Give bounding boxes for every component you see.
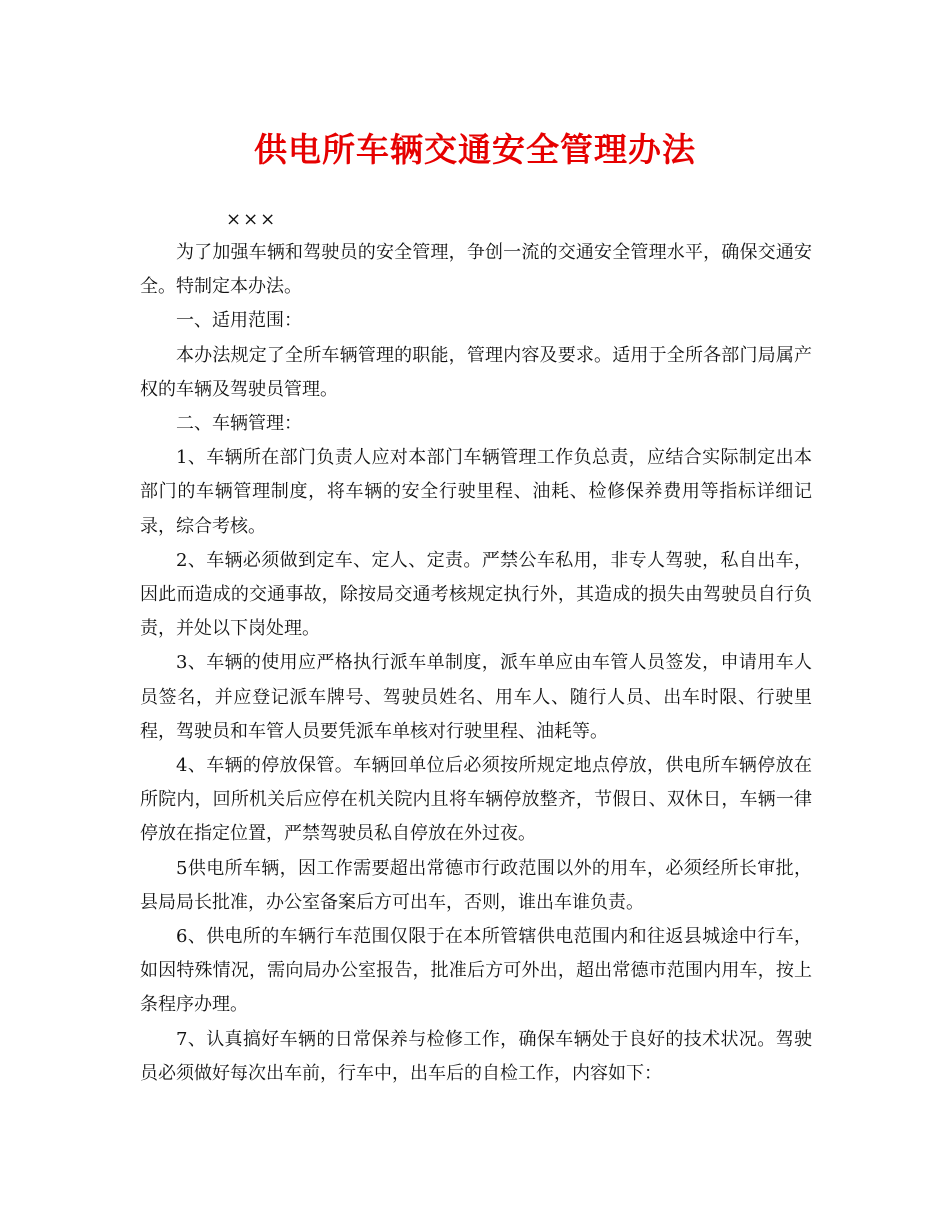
paragraph-item-2: 2、车辆必须做到定车、定人、定责。严禁公车私用，非专人驾驶，私自出车，因此而造成的交通事故，除按局交通考核规定执行外，其造成的损失由驾驶员自行负责，并处以下岗处理。 (140, 549, 812, 640)
paragraph-intro: 为了加强车辆和驾驶员的安全管理，争创一流的交通安全管理水平，确保交通安全。特制定本办法。 (140, 242, 812, 298)
paragraph-item-1: 1、车辆所在部门负责人应对本部门车辆管理工作负总责，应结合实际制定出本部门的车辆管理制度，将车辆的安全行驶里程、油耗、检修保养费用等指标详细记录，综合考核。 (140, 447, 812, 537)
paragraph-item-3: 3、车辆的使用应严格执行派车单制度，派车单应由车管人员签发，申请用车人员签名，并应登记派车牌号、驾驶员姓名、用车人、随行人员、出车时限、行驶里程，驾驶员和车管人员要凭派车单核对行驶里程、油耗等。 (140, 652, 812, 742)
document-body (140, 236, 812, 1091)
paragraph-item-6: 6、供电所的车辆行车范围仅限于在本所管辖供电范围内和往返县城途中行车，如因特殊情况，需向局办公室报告，批准后方可外出，超出常德市范围内用车，按上条程序办理。 (140, 926, 812, 1016)
paragraph-item-4: 4、车辆的停放保管。车辆回单位后必须按所规定地点停放，供电所车辆停放在所院内，回所机关后应停在机关院内且将车辆停放整齐，节假日、双休日，车辆一律停放在指定位置，严禁驾驶员私自停放在外过夜。 (140, 755, 812, 845)
paragraph-scope: 本办法规定了全所车辆管理的职能，管理内容及要求。适用于全所各部门局属产权的车辆及驾驶员管理。 (140, 344, 812, 400)
section-heading-scope: 一、适用范围： (176, 310, 302, 332)
paragraph-item-5: 5供电所车辆，因工作需要超出常德市行政范围以外的用车，必须经所长审批，县局局长批准，办公室备案后方可出车，否则，谁出车谁负责。 (140, 857, 812, 913)
paragraph-item-7: 7、认真搞好车辆的日常保养与检修工作，确保车辆处于良好的技术状况。驾驶员必须做好每次出车前，行车中，出车后的自检工作，内容如下： (140, 1028, 812, 1084)
section-heading-vehicle-management: 二、车辆管理： (176, 413, 302, 435)
document-author: ××× (226, 209, 278, 230)
document-title: 供电所车辆交通安全管理办法 (254, 130, 696, 169)
